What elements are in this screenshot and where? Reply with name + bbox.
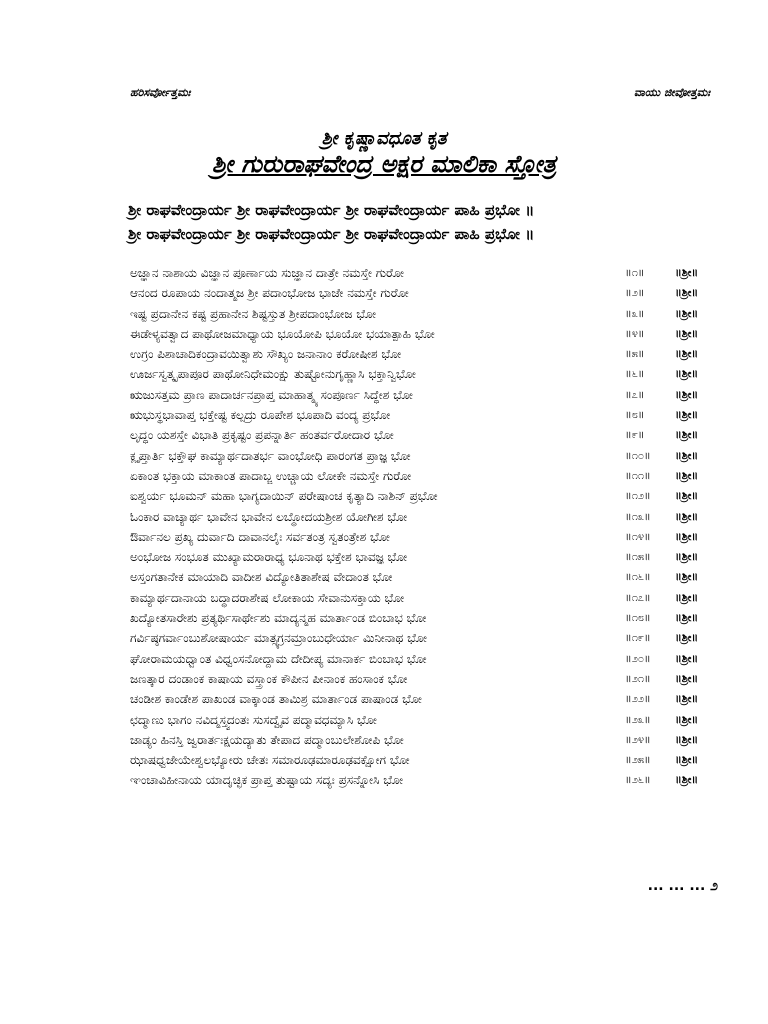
verse-shri-marker: ॥ಶ್ರೀ॥ — [675, 428, 699, 442]
verse-shri-marker: ॥ಶ್ರೀ॥ — [675, 326, 699, 340]
verse-text: ಕ್ಲೃಪ್ತಾರ್ತಿ ಭಕ್ತೌಘ ಕಾಮ್ಯಾರ್ಥದಾತರ್ಭ ವಾಂಭೋಧಿ ಪಾರಂಗತ ಪ್ರಾಜ್ಞ ಭೋ — [130, 448, 411, 463]
page-title: ಶ್ರೀ ಗುರುರಾಘವೇಂದ್ರ ಅಕ್ಷರ ಮಾಲಿಕಾ ಸ್ತೋತ್ರ — [211, 150, 557, 178]
verse-row — [130, 324, 720, 344]
verse-text: ಘೋರಾಮಯಧ್ವಾಂತ ವಿಧ್ವಂಸನೋದ್ದಾಮ ದೇದೀಪ್ಯ ಮಾನಾರ್ಕ ಬಿಂಬಾಭ ಭೋ — [130, 651, 427, 666]
verse-shri-marker: ॥ಶ್ರೀ॥ — [675, 651, 699, 665]
verse-number: ॥೧೩॥ — [625, 509, 651, 523]
verse-text: ಝಾಷಧ್ವಜೇಯೇಶ್ವಲಭ್ಯೋರು ಚೇತಃ ಸಮಾರೂಢಮಾರೂಢವಕ್ಷೋಗ ಭೋ — [130, 753, 410, 768]
verse-row — [130, 446, 720, 466]
verse-shri-marker: ॥ಶ್ರೀ॥ — [675, 509, 699, 523]
verse-number: ॥೨೧॥ — [625, 671, 651, 685]
page-continuation: ... ... ... ೨ — [647, 878, 718, 894]
verse-shri-marker: ॥ಶ್ರೀ॥ — [675, 570, 699, 584]
verse-shri-marker: ॥ಶ್ರೀ॥ — [675, 489, 699, 503]
verse-row — [130, 263, 720, 283]
verse-row — [130, 730, 720, 750]
verse-number: ॥೧೬॥ — [625, 570, 651, 584]
header-left-text: ಹರಿಸರ್ವೋತ್ತಮಃ — [130, 86, 191, 99]
verse-text: ಞಂಚಾವಿಹೀನಾಯ ಯಾದೃಚ್ಛಿಕ ಪ್ರಾಪ್ತ ತುಷ್ಟಾಯ ಸದ್ಯಃ ಪ್ರಸನ್ನೋಸಿ ಭೋ — [130, 773, 404, 788]
verse-number: ॥೯॥ — [625, 428, 645, 442]
verse-number: ॥೧॥ — [625, 266, 645, 279]
verse-text: ಆನಂದ ರೂಪಾಯ ನಂದಾತ್ಮಜ ಶ್ರೀ ಪದಾಂಭೋಜ ಭಾಜೇ ನಮಸ್ತೇ ಗುರೋ — [130, 286, 409, 301]
verse-row — [130, 649, 720, 669]
verse-row — [130, 689, 720, 709]
verse-number: ॥೨೬॥ — [625, 773, 651, 787]
verse-number: ॥೨೩॥ — [625, 712, 651, 726]
verse-shri-marker: ॥ಶ್ರೀ॥ — [675, 408, 699, 422]
verse-row — [130, 770, 720, 790]
verse-text: ಇಷ್ಟ ಪ್ರದಾನೇನ ಕಷ್ಟ ಪ್ರಹಾನೇನ ಶಿಷ್ಟಸ್ತುತ ಶ್ರೀಪದಾಂಭೋಜ ಭೋ — [130, 306, 377, 321]
verse-number: ॥೩॥ — [625, 306, 645, 320]
verse-text: ಲೃದ್ಧಂ ಯಶಸ್ತೇ ವಿಭಾತಿ ಪ್ರಕೃಷ್ಟಂ ಪ್ರಪನ್ನಾರ್ತಿ ಹಂತರ್ವರೋದಾರ ಭೋ — [130, 428, 394, 443]
verse-text: ಖದ್ಯೋತಸಾರೇಶು ಪ್ರತ್ಯರ್ಥಿಸಾರ್ಥೇಶು ಮಾದ್ಯನ್ಮಹ ಮಾರ್ತಾಂಡ ಬಿಂಬಾಭ ಭೋ — [130, 611, 427, 626]
verse-number: ॥೧೫॥ — [625, 550, 651, 564]
verse-shri-marker: ॥ಶ್ರೀ॥ — [675, 266, 699, 279]
verse-shri-marker: ॥ಶ್ರೀ॥ — [675, 550, 699, 564]
verse-row — [130, 283, 720, 303]
verse-shri-marker: ॥ಶ್ರೀ॥ — [675, 590, 699, 604]
refrain-line: ಶ್ರೀ ರಾಘವೇಂದ್ರಾರ್ಯ ಶ್ರೀ ರಾಘವೇಂದ್ರಾರ್ಯ ಶ್ರೀ ರಾಘವೇಂದ್ರಾರ್ಯ ಪಾಹಿ ಪ್ರಭೋ ॥ — [128, 225, 535, 243]
verse-row — [130, 750, 720, 770]
verse-shri-marker: ॥ಶ್ರೀ॥ — [675, 692, 699, 706]
verse-shri-marker: ॥ಶ್ರೀ॥ — [675, 468, 699, 482]
verse-text: ಈಡೇಳ್ಯವತ್ವಾದ ಪಾಥೋಜಮಾಧ್ಯಾಯ ಭೂಯೋಪಿ ಭೂಯೋ ಭಯಾತ್ಪಾಹಿ ಭೋ — [130, 326, 435, 341]
verse-text: ಏಕಾಂತ ಭಕ್ತಾಯ ಮಾಕಾಂತ ಪಾದಾಬ್ಜ ಉಚ್ಚಾಯ ಲೋಕೇ ನಮಸ್ತೇ ಗುರೋ — [130, 468, 412, 483]
verse-shri-marker: ॥ಶ್ರೀ॥ — [675, 347, 699, 361]
verse-number: ॥೧೯॥ — [625, 631, 651, 645]
verse-number: ॥೫॥ — [625, 347, 645, 361]
verse-number: ॥೪॥ — [625, 326, 645, 340]
verse-number: ॥೨೨॥ — [625, 692, 651, 706]
subtitle: ಶ್ರೀ ಕೃಷ್ಣಾವಧೂತ ಕೃತ — [321, 128, 447, 149]
verse-text: ಗರ್ವಿಷ್ಠಗರ್ವಾಂಬುಶೋಷಾರ್ಯ ಮಾತ್ಸ್ಯಗ್ರನಮ್ರಾಂಬುಧೇರ್ಯಾ ಮಿನೀನಾಥ ಭೋ — [130, 631, 427, 646]
verse-text: ಔರ್ವಾನಲ ಪ್ರಖ್ಯ ದುರ್ವಾದಿ ದಾವಾನಲೈಃ ಸರ್ವತಂತ್ರ ಸ್ವತಂತ್ರೇಶ ಭೋ — [130, 529, 390, 544]
verse-text: ಕಾಮ್ಯಾರ್ಥದಾನಾಯ ಬದ್ಧಾದರಾಶೇಷ ಲೋಕಾಯ ಸೇವಾನುಸಕ್ತಾಯ ಭೋ — [130, 590, 405, 605]
verse-list — [130, 263, 720, 791]
verse-text: ಅಜ್ಞಾನ ನಾಶಾಯ ವಿಜ್ಞಾನ ಪೂರ್ಣಾಯ ಸುಜ್ಞಾನ ದಾತ್ರೇ ನಮಸ್ತೇ ಗುರೋ — [130, 266, 404, 280]
verse-row — [130, 385, 720, 405]
verse-row — [130, 527, 720, 547]
refrain-line: ಶ್ರೀ ರಾಘವೇಂದ್ರಾರ್ಯ ಶ್ರೀ ರಾಘವೇಂದ್ರಾರ್ಯ ಶ್ರೀ ರಾಘವೇಂದ್ರಾರ್ಯ ಪಾಹಿ ಪ್ರಭೋ ॥ — [128, 201, 535, 219]
verse-row — [130, 405, 720, 425]
verse-shri-marker: ॥ಶ್ರೀ॥ — [675, 773, 699, 787]
verse-row — [130, 364, 720, 384]
verse-shri-marker: ॥ಶ್ರೀ॥ — [675, 671, 699, 685]
verse-row — [130, 486, 720, 506]
verse-text: ಚಂಡೀಶ ಕಾಂಡೇಶ ಪಾಖಂಡ ವಾಕ್ಕಾಂಡ ತಾಮಿಶ್ರ ಮಾರ್ತಾಂಡ ಪಾಷಾಂಡ ಭೋ — [130, 692, 422, 707]
verse-number: ॥೧೨॥ — [625, 489, 651, 503]
verse-text: ಛದ್ಮಾಣು ಭಾಗಂ ನವಿದ್ಮಸ್ತ್ವದಂತಃ ಸುಸದ್ವೈವ ಪದ್ಮಾವಧಮ್ಯಾಸಿ ಭೋ — [130, 712, 377, 727]
verse-text: ಜಾಡ್ಯಂ ಹಿನಸ್ತಿ ಜ್ವರಾರ್ತಃಕ್ಷಯದ್ಯಾತು ತೇಪಾದ ಪದ್ಮಾಂಬುಲೇಶೋಪಿ ಭೋ — [130, 732, 404, 747]
verse-text: ಉಗ್ರಂ ಪಿಶಾಚಾದಿಕಂದ್ರಾವಯಿತ್ವಾಶು ಸೌಖ್ಯಂ ಜನಾನಾಂ ಕರೋಷೀಶ ಭೋ — [130, 347, 402, 362]
verse-text: ಅಸ್ತಂಗತಾನೇಕ ಮಾಯಾದಿ ವಾದೀಶ ವಿದ್ಯೋತಿತಾಶೇಷ ವೇದಾಂತ ಭೋ — [130, 570, 393, 585]
verse-shri-marker: ॥ಶ್ರೀ॥ — [675, 448, 699, 462]
verse-number: ॥೨೪॥ — [625, 732, 651, 746]
verse-text: ಐಶ್ವರ್ಯ ಭೂಮನ್ ಮಹಾ ಭಾಗ್ಯದಾಯಿನ್ ಪರೇಷಾಂಚ ಕೃತ್ಯಾದಿ ನಾಶಿನ್ ಪ್ರಭೋ — [130, 489, 438, 504]
verse-shri-marker: ॥ಶ್ರೀ॥ — [675, 529, 699, 543]
verse-shri-marker: ॥ಶ್ರೀ॥ — [675, 631, 699, 645]
verse-text: ಊರ್ಜಸ್ವತ್ಕೃಪಾಪೂರ ಪಾಥೋನಿಧೇಮಂಕ್ಷು ತುಷ್ಟೋನುಗೃಹ್ಣಾಸಿ ಭಕ್ತಾನ್ವಿಭೋ — [130, 367, 416, 382]
verse-shri-marker: ॥ಶ್ರೀ॥ — [675, 732, 699, 746]
verse-text: ಓಂಕಾರ ವಾಚ್ಯಾರ್ಥ ಭಾವೇನ ಭಾವೇನ ಲಬ್ಧೋದಯಶ್ರೀಶ ಯೋಗೀಶ ಭೋ — [130, 509, 408, 524]
verse-number: ॥೨೫॥ — [625, 753, 651, 767]
verse-row — [130, 466, 720, 486]
verse-row — [130, 608, 720, 628]
verse-number: ॥೨॥ — [625, 286, 645, 300]
verse-number: ॥೧೮॥ — [625, 611, 651, 625]
verse-row — [130, 344, 720, 364]
verse-shri-marker: ॥ಶ್ರೀ॥ — [675, 753, 699, 767]
header-right-text: ವಾಯು ಜೀವೋತ್ತಮಃ — [633, 86, 710, 99]
verse-number: ॥೨೦॥ — [625, 651, 651, 665]
verse-shri-marker: ॥ಶ್ರೀ॥ — [675, 306, 699, 320]
verse-number: ॥೭॥ — [625, 387, 645, 401]
verse-row — [130, 567, 720, 587]
verse-number: ॥೬॥ — [625, 367, 645, 381]
verse-shri-marker: ॥ಶ್ರೀ॥ — [675, 367, 699, 381]
verse-row — [130, 304, 720, 324]
verse-number: ॥೧೧॥ — [625, 468, 651, 482]
verse-row — [130, 507, 720, 527]
verse-number: ॥೧೭॥ — [625, 590, 651, 604]
verse-row — [130, 425, 720, 445]
verse-text: ಋಜುಸತ್ತಮ ಪ್ರಾಣ ಪಾದಾರ್ಚನಪ್ರಾಪ್ತ ಮಾಹಾತ್ಮ್ಯ ಸಂಪೂರ್ಣ ಸಿದ್ಧೇಶ ಭೋ — [130, 387, 413, 402]
verse-text: ಋಭುಸ್ಥಭಾವಾಪ್ತ ಭಕ್ತೇಷ್ಟ ಕಲ್ಪದ್ರು ರೂಪೇಶ ಭೂಪಾದಿ ವಂದ್ಯ ಪ್ರಭೋ — [130, 408, 391, 423]
verse-text: ಜಣತ್ಕಾರ ದಂಡಾಂಕ ಕಾಷಾಯ ವಸ್ತ್ರಾಂಕ ಕೌಪೀನ ಪೀನಾಂಕ ಹಂಸಾಂಕ ಭೋ — [130, 671, 408, 686]
verse-shri-marker: ॥ಶ್ರೀ॥ — [675, 712, 699, 726]
verse-text: ಅಂಭೋಜ ಸಂಭೂತ ಮುಖ್ಯಾಮರಾರಾಧ್ಯ ಭೂನಾಥ ಭಕ್ತೇಶ ಭಾವಜ್ಞ ಭೋ — [130, 550, 408, 565]
verse-row — [130, 547, 720, 567]
verse-number: ॥೮॥ — [625, 408, 645, 422]
verse-shri-marker: ॥ಶ್ರೀ॥ — [675, 387, 699, 401]
refrain-block — [128, 198, 728, 246]
verse-row — [130, 710, 720, 730]
verse-row — [130, 628, 720, 648]
verse-row — [130, 669, 720, 689]
verse-shri-marker: ॥ಶ್ರೀ॥ — [675, 611, 699, 625]
verse-row — [130, 588, 720, 608]
verse-number: ॥೧೦॥ — [625, 448, 651, 462]
verse-shri-marker: ॥ಶ್ರೀ॥ — [675, 286, 699, 300]
verse-number: ॥೧೪॥ — [625, 529, 651, 543]
